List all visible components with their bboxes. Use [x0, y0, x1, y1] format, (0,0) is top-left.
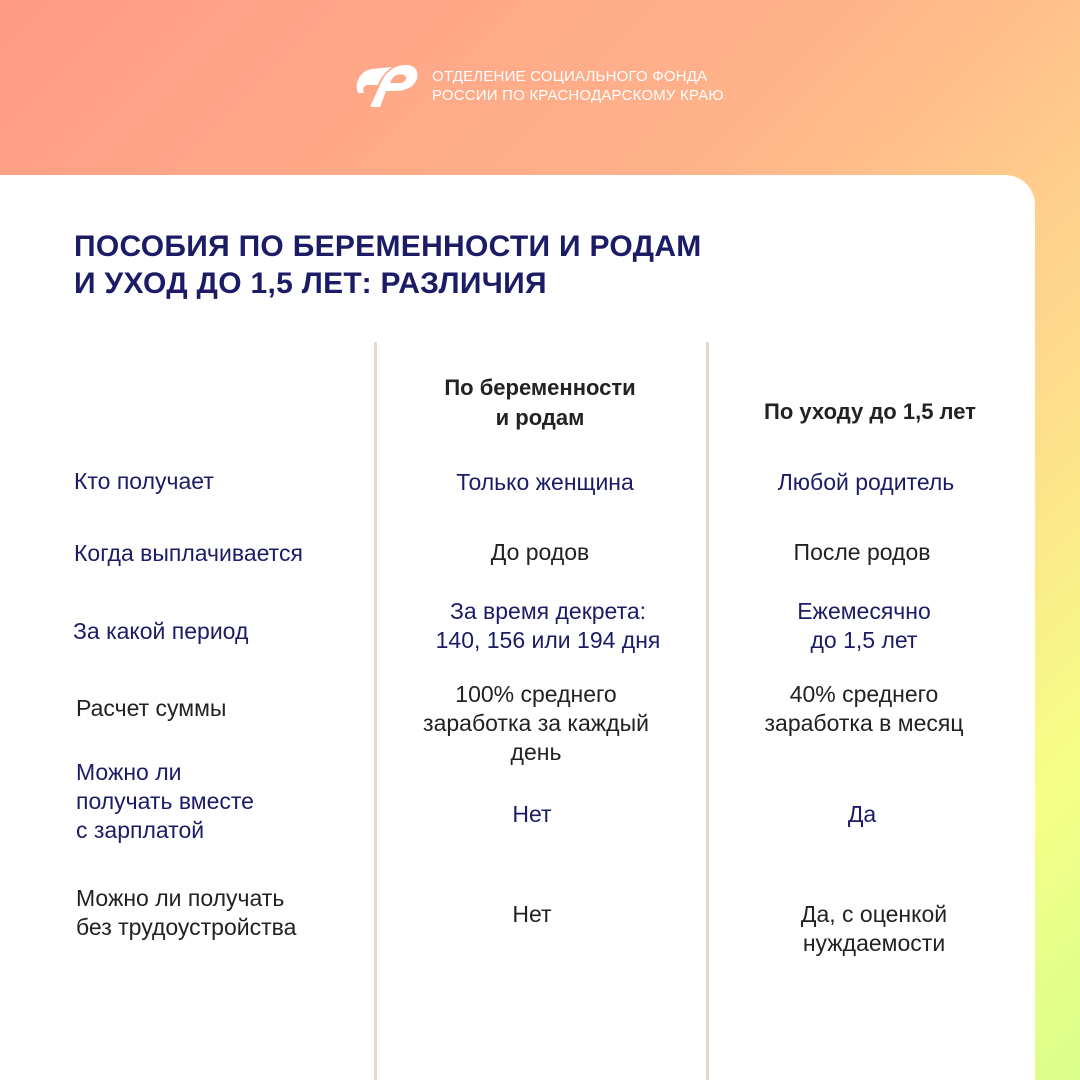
page-title: [74, 228, 702, 302]
org-name: [432, 67, 724, 105]
row-label-when-paid: Когда выплачивается: [74, 540, 303, 566]
row-value-with-salary-maternity: Нет: [512, 801, 552, 827]
org-name-line1: ОТДЕЛЕНИЕ СОЦИАЛЬНОГО ФОНДА: [432, 68, 708, 85]
row-label-without-employment: Можно ли получать без трудоустройства: [76, 885, 297, 940]
row-value-when-paid-maternity: До родов: [490, 539, 590, 565]
row-value-without-employment-childcare: Да, с оценкой нуждаемости: [800, 901, 948, 956]
row-value-period-maternity: За время декрета: 140, 156 или 194 дня: [435, 598, 661, 653]
row-value-period-childcare: Ежемесячно до 1,5 лет: [797, 598, 931, 653]
row-label-amount-calc: Расчет суммы: [76, 695, 227, 721]
row-label-who-receives: Кто получает: [74, 468, 214, 494]
row-value-without-employment-maternity: Нет: [512, 901, 552, 927]
row-value-amount-calc-childcare: 40% среднего заработка в месяц: [764, 681, 964, 736]
sfr-logo-icon: [350, 55, 420, 115]
row-label-with-salary: Можно ли получать вместе с зарплатой: [76, 759, 254, 843]
column-header-childcare: По уходу до 1,5 лет: [764, 399, 976, 424]
row-value-who-receives-maternity: Только женщина: [456, 469, 634, 495]
row-value-with-salary-childcare: Да: [847, 801, 877, 827]
row-label-period: За какой период: [73, 618, 249, 644]
page-title-line1: ПОСОБИЯ ПО БЕРЕМЕННОСТИ И РОДАМ: [74, 230, 702, 263]
column-header-maternity: По беременности и родам: [444, 375, 636, 430]
row-value-when-paid-childcare: После родов: [793, 539, 931, 565]
column-divider-2: [706, 342, 709, 1080]
header: [0, 0, 1080, 175]
org-name-line2: РОССИИ ПО КРАСНОДАРСКОМУ КРАЮ: [432, 87, 724, 104]
row-value-who-receives-childcare: Любой родитель: [777, 469, 955, 495]
row-value-amount-calc-maternity: 100% среднего заработка за каждый день: [423, 681, 649, 765]
page-title-line2: И УХОД ДО 1,5 ЛЕТ: РАЗЛИЧИЯ: [74, 267, 547, 300]
column-divider-1: [374, 342, 377, 1080]
